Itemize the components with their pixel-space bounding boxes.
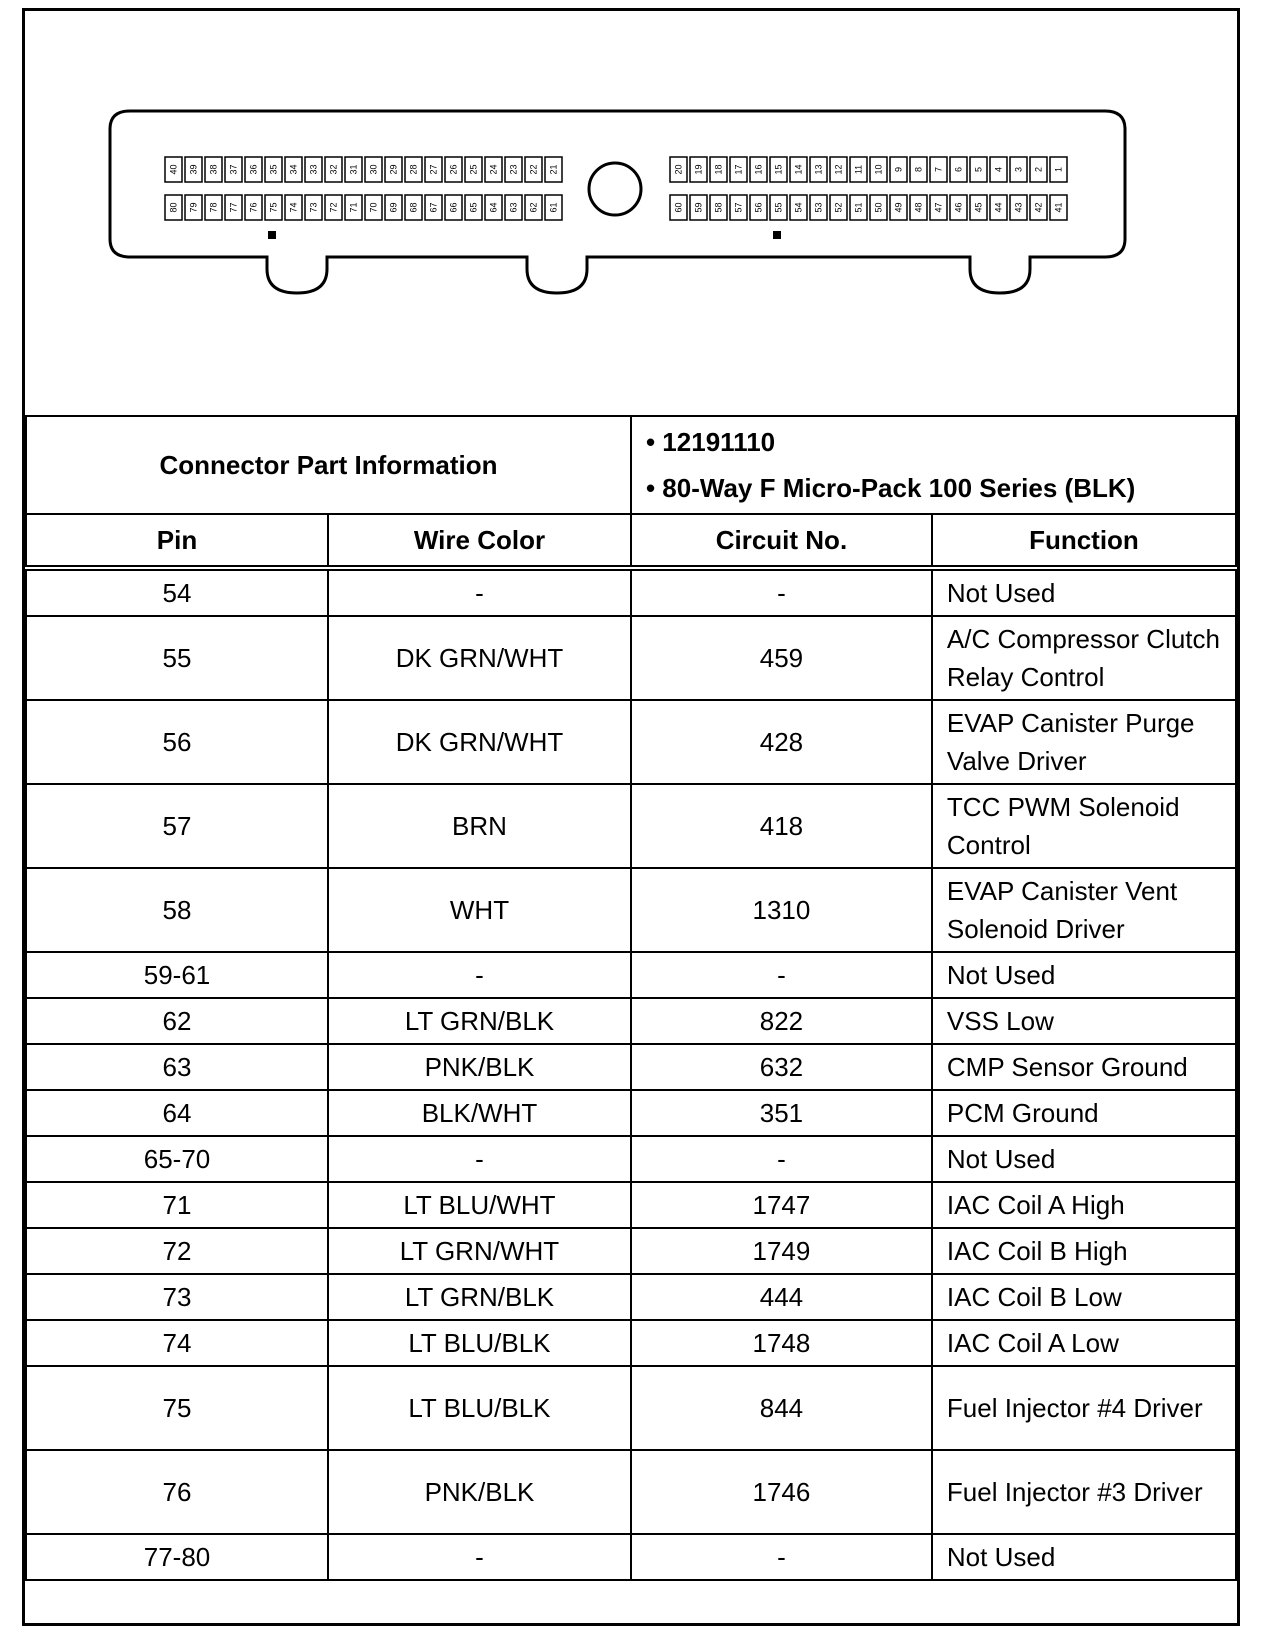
part-number: • 12191110 — [645, 427, 776, 457]
pin-number: 27 — [428, 164, 439, 175]
pin-number: 41 — [1053, 202, 1064, 213]
function-cell: EVAP Canister Vent Solenoid Driver — [932, 868, 1236, 952]
pin-cell: 64 — [26, 1090, 328, 1136]
pin-number: 53 — [813, 202, 824, 213]
function-cell: TCC PWM Solenoid Control — [932, 784, 1236, 868]
pin-number: 47 — [933, 202, 944, 213]
pin-number: 48 — [913, 202, 924, 213]
pin-number: 79 — [188, 202, 199, 213]
pin-cell: 72 — [26, 1228, 328, 1274]
circuit-cell: - — [631, 952, 932, 998]
pin-row — [26, 784, 1236, 868]
pin-number: 62 — [528, 202, 539, 213]
pin-number: 71 — [348, 202, 359, 213]
pin-number: 3 — [1013, 166, 1024, 173]
pin-number: 39 — [188, 164, 199, 175]
circuit-cell: 1746 — [631, 1450, 932, 1534]
function-cell: CMP Sensor Ground — [932, 1044, 1236, 1090]
circuit-cell: 1747 — [631, 1182, 932, 1228]
pin-number: 50 — [873, 202, 884, 213]
wire-color-cell: WHT — [328, 868, 631, 952]
pin-row — [26, 700, 1236, 784]
circuit-cell: 459 — [631, 616, 932, 700]
pin-number: 68 — [408, 202, 419, 213]
function-cell: VSS Low — [932, 998, 1236, 1044]
pin-number: 80 — [168, 202, 179, 213]
pin-number: 61 — [548, 202, 559, 213]
circuit-cell: 844 — [631, 1366, 932, 1450]
pin-number: 25 — [468, 164, 479, 175]
pin-number: 69 — [388, 202, 399, 213]
pin-row — [26, 1228, 1236, 1274]
pin-number: 46 — [953, 202, 964, 213]
wire-color-cell: LT GRN/BLK — [328, 1274, 631, 1320]
pinout-table — [25, 415, 1237, 1581]
function-cell: Not Used — [932, 952, 1236, 998]
pin-number: 38 — [208, 164, 219, 175]
pin-number: 66 — [448, 202, 459, 213]
pinout-sheet — [22, 8, 1240, 1626]
function-cell: Fuel Injector #3 Driver — [932, 1450, 1236, 1534]
pin-number: 75 — [268, 202, 279, 213]
pin-number: 24 — [488, 164, 499, 175]
wire-color-cell: PNK/BLK — [328, 1044, 631, 1090]
pin-row — [26, 1366, 1236, 1450]
function-cell: Not Used — [932, 1136, 1236, 1182]
pin-row — [26, 952, 1236, 998]
connector-face-diagram — [25, 11, 1237, 417]
pin-cell: 57 — [26, 784, 328, 868]
pin-number: 2 — [1033, 166, 1044, 173]
wire-color-cell: LT BLU/BLK — [328, 1366, 631, 1450]
part-description: • 80-Way F Micro-Pack 100 Series (BLK) — [645, 473, 1136, 503]
pin-cell: 74 — [26, 1320, 328, 1366]
pin-number: 51 — [853, 202, 864, 213]
pin-number: 42 — [1033, 202, 1044, 213]
pin-number: 9 — [893, 166, 904, 173]
pin-number: 20 — [673, 164, 684, 175]
pin-number: 57 — [733, 202, 744, 213]
pin-row — [26, 998, 1236, 1044]
pin-number: 58 — [713, 202, 724, 213]
pin-number: 34 — [288, 164, 299, 175]
wire-color-cell: PNK/BLK — [328, 1450, 631, 1534]
pin-number: 1 — [1053, 166, 1064, 173]
pin-number: 67 — [428, 202, 439, 213]
pin-number: 19 — [693, 164, 704, 175]
wire-color-cell: DK GRN/WHT — [328, 700, 631, 784]
pin-number: 52 — [833, 202, 844, 213]
function-cell: IAC Coil A Low — [932, 1320, 1236, 1366]
polarizing-hole — [589, 163, 641, 215]
pin-number: 22 — [528, 164, 539, 175]
pin-row — [26, 1044, 1236, 1090]
pin-number: 6 — [953, 166, 964, 173]
circuit-cell: - — [631, 568, 932, 616]
pin-number: 10 — [873, 164, 884, 175]
pin-row — [26, 1320, 1236, 1366]
pin-number: 35 — [268, 164, 279, 175]
function-cell: Not Used — [932, 1534, 1236, 1580]
wire-color-cell: LT BLU/WHT — [328, 1182, 631, 1228]
pin-cell: 63 — [26, 1044, 328, 1090]
pin-number: 26 — [448, 164, 459, 175]
column-header-row — [26, 514, 1236, 568]
pin-cell: 65-70 — [26, 1136, 328, 1182]
pin-row — [26, 1136, 1236, 1182]
circuit-cell: 418 — [631, 784, 932, 868]
wire-color-cell: DK GRN/WHT — [328, 616, 631, 700]
part-info-values — [631, 416, 1236, 514]
pin-cell: 71 — [26, 1182, 328, 1228]
pin-number: 65 — [468, 202, 479, 213]
pin-cell: 55 — [26, 616, 328, 700]
pin-cell: 75 — [26, 1366, 328, 1450]
circuit-cell: 1310 — [631, 868, 932, 952]
pin-row — [26, 1090, 1236, 1136]
pin-row — [26, 568, 1236, 616]
pin-cell: 58 — [26, 868, 328, 952]
wire-color-cell: LT GRN/BLK — [328, 998, 631, 1044]
pin-number: 49 — [893, 202, 904, 213]
pin-number: 32 — [328, 164, 339, 175]
pin-number: 63 — [508, 202, 519, 213]
pin-number: 21 — [548, 164, 559, 175]
pin-number: 5 — [973, 166, 984, 173]
pin-number: 14 — [793, 164, 804, 175]
function-cell: Fuel Injector #4 Driver — [932, 1366, 1236, 1450]
pin-number: 77 — [228, 202, 239, 213]
circuit-cell: 1748 — [631, 1320, 932, 1366]
wire-color-cell: - — [328, 952, 631, 998]
pin-row — [26, 1534, 1236, 1580]
pin-number: 15 — [773, 164, 784, 175]
pin-marker-right — [773, 231, 781, 239]
pin-number: 30 — [368, 164, 379, 175]
pin-number: 73 — [308, 202, 319, 213]
circuit-cell: 351 — [631, 1090, 932, 1136]
pin-number: 54 — [793, 202, 804, 213]
pin-number: 36 — [248, 164, 259, 175]
pin-number: 56 — [753, 202, 764, 213]
connector-outline — [25, 11, 1237, 415]
pin-cell: 62 — [26, 998, 328, 1044]
pin-number: 16 — [753, 164, 764, 175]
pin-number: 13 — [813, 164, 824, 175]
pin-number: 74 — [288, 202, 299, 213]
column-header-circuit: Circuit No. — [631, 514, 932, 568]
wire-color-cell: - — [328, 1534, 631, 1580]
pin-number: 18 — [713, 164, 724, 175]
column-header-function: Function — [932, 514, 1236, 568]
pin-number: 17 — [733, 164, 744, 175]
function-cell: IAC Coil A High — [932, 1182, 1236, 1228]
pin-row — [26, 616, 1236, 700]
part-info-row — [26, 416, 1236, 514]
pin-number: 45 — [973, 202, 984, 213]
pin-number: 4 — [993, 166, 1004, 173]
pin-cell: 56 — [26, 700, 328, 784]
pin-number: 40 — [168, 164, 179, 175]
function-cell: IAC Coil B Low — [932, 1274, 1236, 1320]
pin-number: 23 — [508, 164, 519, 175]
pin-number: 8 — [913, 166, 924, 173]
circuit-cell: 428 — [631, 700, 932, 784]
pin-number: 29 — [388, 164, 399, 175]
column-header-wire-color: Wire Color — [328, 514, 631, 568]
pin-number: 44 — [993, 202, 1004, 213]
function-cell: A/C Compressor Clutch Relay Control — [932, 616, 1236, 700]
pin-number: 64 — [488, 202, 499, 213]
wire-color-cell: BRN — [328, 784, 631, 868]
pin-number: 59 — [693, 202, 704, 213]
wire-color-cell: BLK/WHT — [328, 1090, 631, 1136]
pin-number: 72 — [328, 202, 339, 213]
function-cell: IAC Coil B High — [932, 1228, 1236, 1274]
pin-number: 43 — [1013, 202, 1024, 213]
function-cell: EVAP Canister Purge Valve Driver — [932, 700, 1236, 784]
circuit-cell: 822 — [631, 998, 932, 1044]
pin-row — [26, 1450, 1236, 1534]
wire-color-cell: LT GRN/WHT — [328, 1228, 631, 1274]
pin-cell: 59-61 — [26, 952, 328, 998]
column-header-pin: Pin — [26, 514, 328, 568]
circuit-cell: 444 — [631, 1274, 932, 1320]
pin-number: 7 — [933, 166, 944, 173]
function-cell: PCM Ground — [932, 1090, 1236, 1136]
function-cell: Not Used — [932, 568, 1236, 616]
pin-cell: 73 — [26, 1274, 328, 1320]
pin-cell: 76 — [26, 1450, 328, 1534]
pin-number: 60 — [673, 202, 684, 213]
pin-number: 78 — [208, 202, 219, 213]
pin-number: 76 — [248, 202, 259, 213]
pin-row — [26, 868, 1236, 952]
pin-number: 37 — [228, 164, 239, 175]
circuit-cell: 632 — [631, 1044, 932, 1090]
wire-color-cell: - — [328, 568, 631, 616]
wire-color-cell: LT BLU/BLK — [328, 1320, 631, 1366]
pin-row — [26, 1182, 1236, 1228]
circuit-cell: - — [631, 1534, 932, 1580]
pin-number: 28 — [408, 164, 419, 175]
part-info-label: Connector Part Information — [26, 416, 631, 514]
pin-number: 55 — [773, 202, 784, 213]
wire-color-cell: - — [328, 1136, 631, 1182]
pin-number: 70 — [368, 202, 379, 213]
pin-number: 11 — [853, 164, 864, 175]
pin-number: 31 — [348, 164, 359, 175]
pin-number: 12 — [833, 164, 844, 175]
pin-marker-left — [268, 231, 276, 239]
pin-cell: 54 — [26, 568, 328, 616]
pin-number: 33 — [308, 164, 319, 175]
pin-cell: 77-80 — [26, 1534, 328, 1580]
circuit-cell: 1749 — [631, 1228, 932, 1274]
circuit-cell: - — [631, 1136, 932, 1182]
pin-row — [26, 1274, 1236, 1320]
